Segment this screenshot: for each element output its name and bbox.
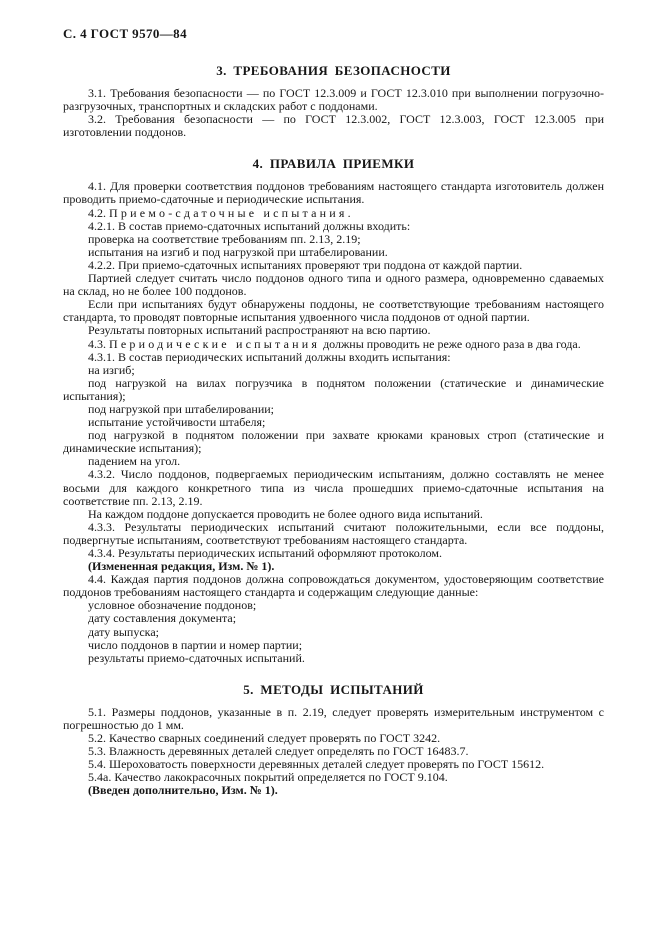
paragraph bbox=[63, 272, 604, 298]
section-title: 3. ТРЕБОВАНИЯ БЕЗОПАСНОСТИ bbox=[216, 63, 451, 78]
text-run: под нагрузкой на вилах погрузчика в поднятом положении (статические и динамические испытания); bbox=[63, 375, 604, 403]
paragraph bbox=[63, 784, 604, 797]
text-run: 4.3.2. Число поддонов, подвергаемых периодическим испытаниям, должно составлять не менее восьми для каждого конкретного типа из числа прошедших приемо-сдаточные испытания на соответствие пп. 2.13, 2.19. bbox=[63, 467, 604, 508]
text-run: Результаты повторных испытаний распространяют на всю партию. bbox=[88, 323, 431, 338]
text-run: 4.2. bbox=[88, 205, 109, 220]
text-run: 5.1. Размеры поддонов, указанные в п. 2.19, следует проверять измерительным инструментом с погрешностью до 1 мм. bbox=[63, 704, 604, 732]
text-run: под нагрузкой в поднятом положении при захвате крюками крановых строп (статические и динамические испытания); bbox=[63, 428, 604, 456]
paragraph bbox=[63, 652, 604, 665]
paragraph bbox=[63, 377, 604, 403]
text-run: На каждом поддоне допускается проводить не более одного вида испытаний. bbox=[88, 506, 483, 521]
paragraph bbox=[63, 113, 604, 139]
text-run: 4.3. bbox=[88, 336, 109, 351]
section bbox=[63, 63, 604, 139]
paragraph bbox=[63, 87, 604, 113]
paragraph bbox=[63, 468, 604, 507]
text-run: 4.3.4. Результаты периодических испытаний оформляют протоколом. bbox=[88, 546, 442, 560]
paragraph bbox=[63, 180, 604, 206]
paragraph bbox=[63, 521, 604, 547]
text-run: 4.2.1. В состав приемо-сдаточных испытаний должны входить: bbox=[88, 218, 411, 233]
text-run: должны проводить не реже одного раза в два года. bbox=[320, 336, 581, 351]
text-run: число поддонов в партии и номер партии; bbox=[88, 637, 303, 652]
page-header: С. 4 ГОСТ 9570—84 bbox=[63, 26, 187, 41]
amendment-note: (Измененная редакция, Изм. № 1). bbox=[88, 559, 275, 574]
text-run: Партией следует считать число поддонов одного типа и одного размера, одновременно сдаваемых на склад, но не более 100 поддонов. bbox=[63, 271, 604, 299]
text-run: Если при испытаниях будут обнаружены поддоны, не соответствующие требованиям настоящего стандарта, то проводят повторные испытания удвоенного числа поддонов от одной партии. bbox=[63, 297, 604, 325]
text-run: проверка на соответствие требованиям пп. 2.13, 2.19; bbox=[88, 231, 361, 246]
text-run: 4.3.3. Результаты периодических испытаний считают положительными, если все поддоны, подвергнутые испытаниям, соответствуют требованиям настоящего стандарта. bbox=[63, 519, 604, 547]
emphasized-text: Приемо-сдаточные испытания bbox=[109, 205, 348, 220]
section-title: 5. МЕТОДЫ ИСПЫТАНИЙ bbox=[243, 681, 424, 697]
text-run: условное обозначение поддонов; bbox=[88, 598, 257, 613]
text-run: испытания на изгиб и под нагрузкой при штабелировании. bbox=[88, 244, 388, 259]
text-run: 5.3. Влажность деревянных деталей следует определять по ГОСТ 16483.7. bbox=[88, 744, 469, 759]
text-run: 4.1. Для проверки соответствия поддонов требованиям настоящего стандарта изготовитель должен проводить приемо-сдаточные и периодические испытания. bbox=[63, 179, 604, 207]
text-run: испытание устойчивости штабеля; bbox=[88, 415, 266, 430]
text-run: падением на угол. bbox=[88, 454, 181, 469]
emphasized-text: Периодические испытания bbox=[109, 336, 321, 351]
text-run: 4.4. Каждая партия поддонов должна сопровождаться документом, удостоверяющим соответствие поддонов требованиям настоящего стандарта и содержащим следующие данные: bbox=[63, 572, 604, 600]
text-run: дату составления документа; bbox=[88, 611, 237, 626]
text-run: 3.1. Требования безопасности — по ГОСТ 12.3.009 и ГОСТ 12.3.010 при выполнении погрузочно-разгрузочных, транспортных и складских работ с поддонами. bbox=[63, 86, 604, 114]
text-run: 4.3.1. В состав периодических испытаний должны входить испытания: bbox=[88, 349, 451, 364]
amendment-note: (Введен дополнительно, Изм. № 1). bbox=[88, 783, 278, 798]
document-body bbox=[63, 63, 604, 798]
section bbox=[63, 156, 604, 664]
paragraph bbox=[63, 351, 604, 364]
text-run: 5.2. Качество сварных соединений следует проверять по ГОСТ 3242. bbox=[88, 731, 441, 746]
section-title: 4. ПРАВИЛА ПРИЕМКИ bbox=[252, 156, 415, 172]
text-run: под нагрузкой при штабелировании; bbox=[88, 401, 274, 416]
text-run: на изгиб; bbox=[88, 362, 135, 377]
section bbox=[63, 682, 604, 798]
paragraph bbox=[63, 706, 604, 732]
text-run: . bbox=[347, 205, 351, 220]
paragraph bbox=[63, 573, 604, 599]
text-run: результаты приемо-сдаточных испытаний. bbox=[88, 650, 305, 665]
text-run: дату выпуска; bbox=[88, 624, 159, 639]
text-run: 5.4а. Качество лакокрасочных покрытий определяется по ГОСТ 9.104. bbox=[88, 770, 448, 785]
text-run: 5.4. Шероховатость поверхности деревянных деталей следует проверять по ГОСТ 15612. bbox=[88, 757, 545, 772]
text-run: 4.2.2. При приемо-сдаточных испытаниях проверяют три поддона от каждой партии. bbox=[88, 257, 523, 272]
text-run: 3.2. Требования безопасности — по ГОСТ 12.3.002, ГОСТ 12.3.003, ГОСТ 12.3.005 при изготовлении поддонов. bbox=[63, 112, 604, 140]
paragraph bbox=[63, 298, 604, 324]
paragraph bbox=[63, 429, 604, 455]
